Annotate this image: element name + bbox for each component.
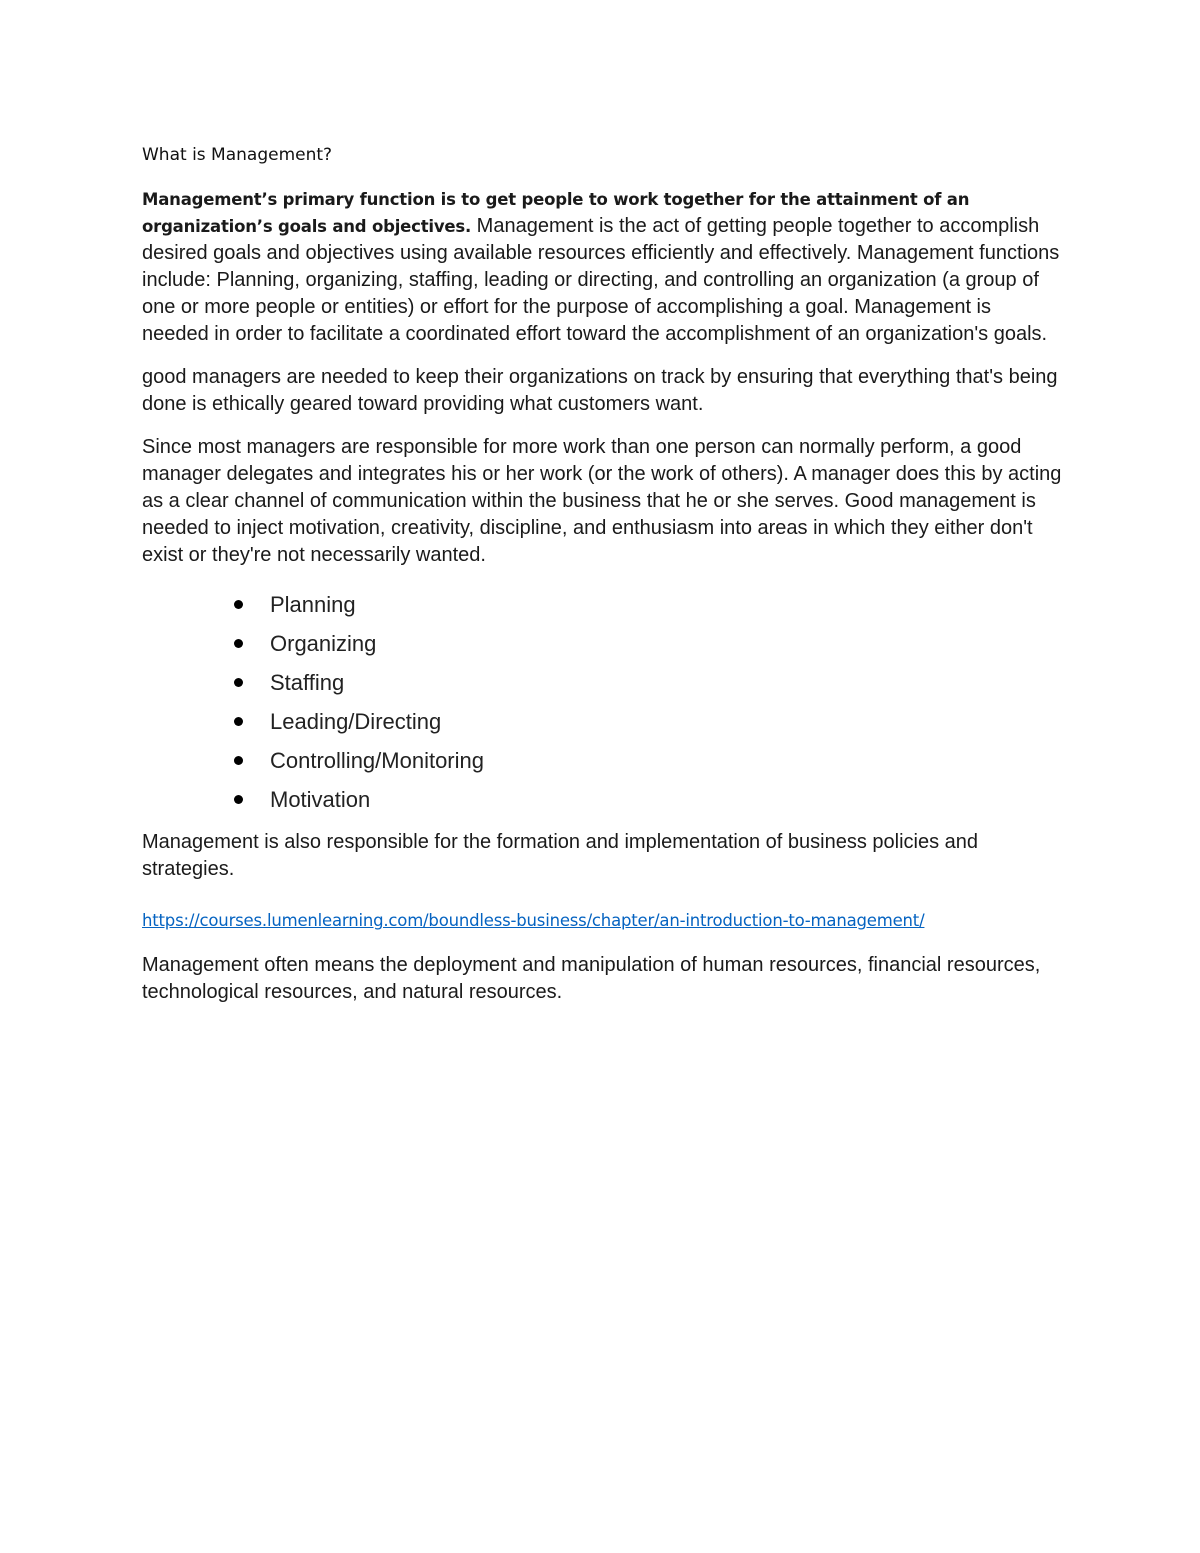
paragraph-body: Management is the act of getting people together to accomplish desired goals and objectives using available resources efficiently and effectively. Management functions include: Planning, organizing, staffing, leading or directing, and controlling an organization (a group of one or more people or entities) or effort for the purpose of accomplishing a goal. Management is needed in order to facilitate a coordinated effort toward the accomplishment of an organization's goals.: [142, 215, 1060, 345]
document-body: [142, 140, 1062, 1022]
paragraph-management-definition: [142, 186, 1062, 348]
source-link[interactable]: https://courses.lumenlearning.com/boundless-business/chapter/an-introduction-to-management/: [142, 911, 925, 930]
list-item-label: Leading/Directing: [270, 709, 442, 734]
paragraph-delegation: Since most managers are responsible for more work than one person can normally perform, a good manager delegates and integrates his or her work (or the work of others). A manager does this by acting as a clear channel of communication within the business that he or she serves. Good management is needed to inject motivation, creativity, discipline, and enthusiasm into areas in which they either don't exist or they're not necessarily wanted.: [142, 436, 1062, 566]
paragraph-good-managers: good managers are needed to keep their organizations on track by ensuring that everything that's being done is ethically geared toward providing what customers want.: [142, 366, 1058, 415]
list-item: [142, 780, 1062, 819]
list-item-label: Motivation: [270, 787, 371, 812]
paragraph-policies: Management is also responsible for the formation and implementation of business policies and strategies.: [142, 831, 979, 880]
document-heading: What is Management?: [142, 145, 333, 165]
list-item: [142, 741, 1062, 780]
paragraph-lead-bold: Management’s primary function is to get people to work together for the attainment of an organization’s goals and objectives.: [142, 190, 970, 236]
bullet-icon: [234, 795, 243, 804]
management-functions-list: [142, 585, 1062, 819]
list-item-label: Planning: [270, 592, 356, 617]
bullet-icon: [234, 639, 243, 648]
list-item: [142, 663, 1062, 702]
list-item: [142, 585, 1062, 624]
bullet-icon: [234, 756, 243, 765]
list-item-label: Organizing: [270, 631, 377, 656]
bullet-icon: [234, 678, 243, 687]
list-item-label: Staffing: [270, 670, 345, 695]
bullet-icon: [234, 600, 243, 609]
list-item: [142, 624, 1062, 663]
bullet-icon: [234, 717, 243, 726]
list-item: [142, 702, 1062, 741]
list-item-label: Controlling/Monitoring: [270, 748, 484, 773]
paragraph-resources: Management often means the deployment and manipulation of human resources, financial resources, technological resources, and natural resources.: [142, 954, 1041, 1003]
